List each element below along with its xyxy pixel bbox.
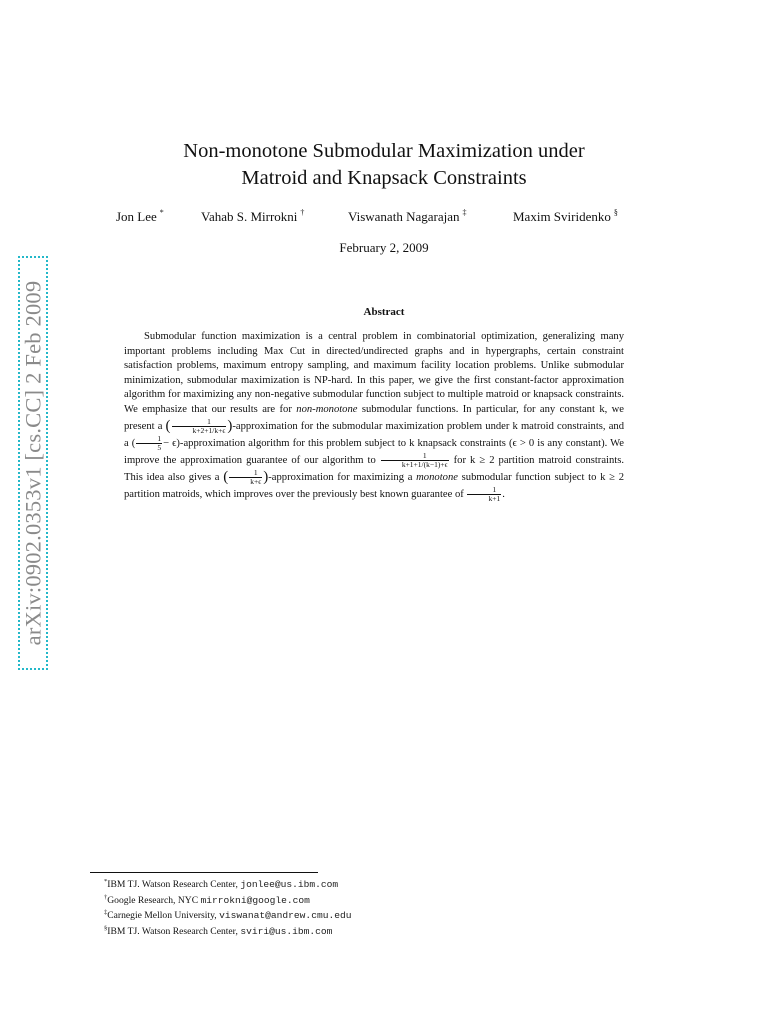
footnotes <box>104 876 352 938</box>
fraction-4: $\frac{1}{k+\epsilon}$ <box>229 469 262 486</box>
email-link[interactable]: viswanat@andrew.cmu.edu <box>219 910 352 922</box>
fraction-5: $\frac{1}{k+1}$ <box>467 486 501 503</box>
abstract-body <box>124 330 624 503</box>
fraction-1: $\frac{1}{k+2+1/k+\epsilon}$ <box>172 418 227 435</box>
fraction-2: $\frac{1}{5}$ <box>136 435 162 452</box>
footnote-rule <box>90 872 318 873</box>
footnote-2: †Google Research, NYC mirrokni@google.com <box>104 893 310 906</box>
author-4: Maxim Sviridenko § <box>513 208 618 224</box>
author-1: Jon Lee * <box>116 208 164 224</box>
title-line-1: Non-monotone Submodular Maximization under <box>183 140 585 162</box>
arxiv-stamp-text: arXiv:0902.0353v1 [cs.CC] 2 Feb 2009 <box>20 280 45 646</box>
arxiv-stamp[interactable] <box>18 256 48 670</box>
email-link[interactable]: mirrokni@google.com <box>200 894 310 906</box>
author-2: Vahab S. Mirrokni † <box>201 208 305 224</box>
abstract-paragraph: Submodular function maximization is a central problem in combinatorial optimization, generalizing many important problems including Max Cut in directed/undirected graphs and in hypergraphs, certain constraint satisfaction problems, maximum entropy sampling, and maximum facility location problems. Unlike submodular minimization, submodular maximization is NP-hard. In this paper, we give the first constant-factor approximation algorithm for maximizing any non-negative submodular function subject to multiple matroid or knapsack constraints. We emphasize that our results are for non-monotone submodular functions. In particular, for any constant k, we present a ( $\frac{1}{k+2+1/k+\epsilon}$ )-approximation for the submodular maximization problem under k matroid constraints, and a ( $\frac{1}{5}$ − ϵ)-approximation algorithm for this problem subject to k knapsack constraints (ϵ > 0 is any constant). We improve the approximation guarantee of our algorithm to $\frac{1}{k+1+1/(k-1)+\epsilon}$ for k ≥ 2 partition matroid constraints. This idea also gives a ( $\frac{1}{k+\epsilon}$ )-approximation for maximizing a monotone submodular function subject to k ≥ 2 partition matroids, which improves over the previously best known guarantee of $\frac{1}{k+1}$ . <box>124 331 625 503</box>
footnote-1: *IBM TJ. Watson Research Center, jonlee@us.ibm.com <box>104 878 339 890</box>
title-line-2: Matroid and Knapsack Constraints <box>241 167 527 189</box>
paper-date: February 2, 2009 <box>339 240 429 255</box>
fraction-3: $\frac{1}{k+1+1/(k-1)+\epsilon}$ <box>381 452 449 469</box>
paper-title <box>0 138 768 192</box>
author-3: Viswanath Nagarajan ‡ <box>348 208 467 224</box>
footnote-3: ‡Carnegie Mellon University, viswanat@andrew.cmu.edu <box>104 909 352 922</box>
email-link[interactable]: jonlee@us.ibm.com <box>240 879 339 890</box>
footnote-4: §IBM TJ. Watson Research Center, sviri@us.ibm.com <box>104 924 333 937</box>
abstract-heading: Abstract <box>363 306 405 318</box>
author-list <box>0 208 768 228</box>
email-link[interactable]: sviri@us.ibm.com <box>240 925 333 937</box>
